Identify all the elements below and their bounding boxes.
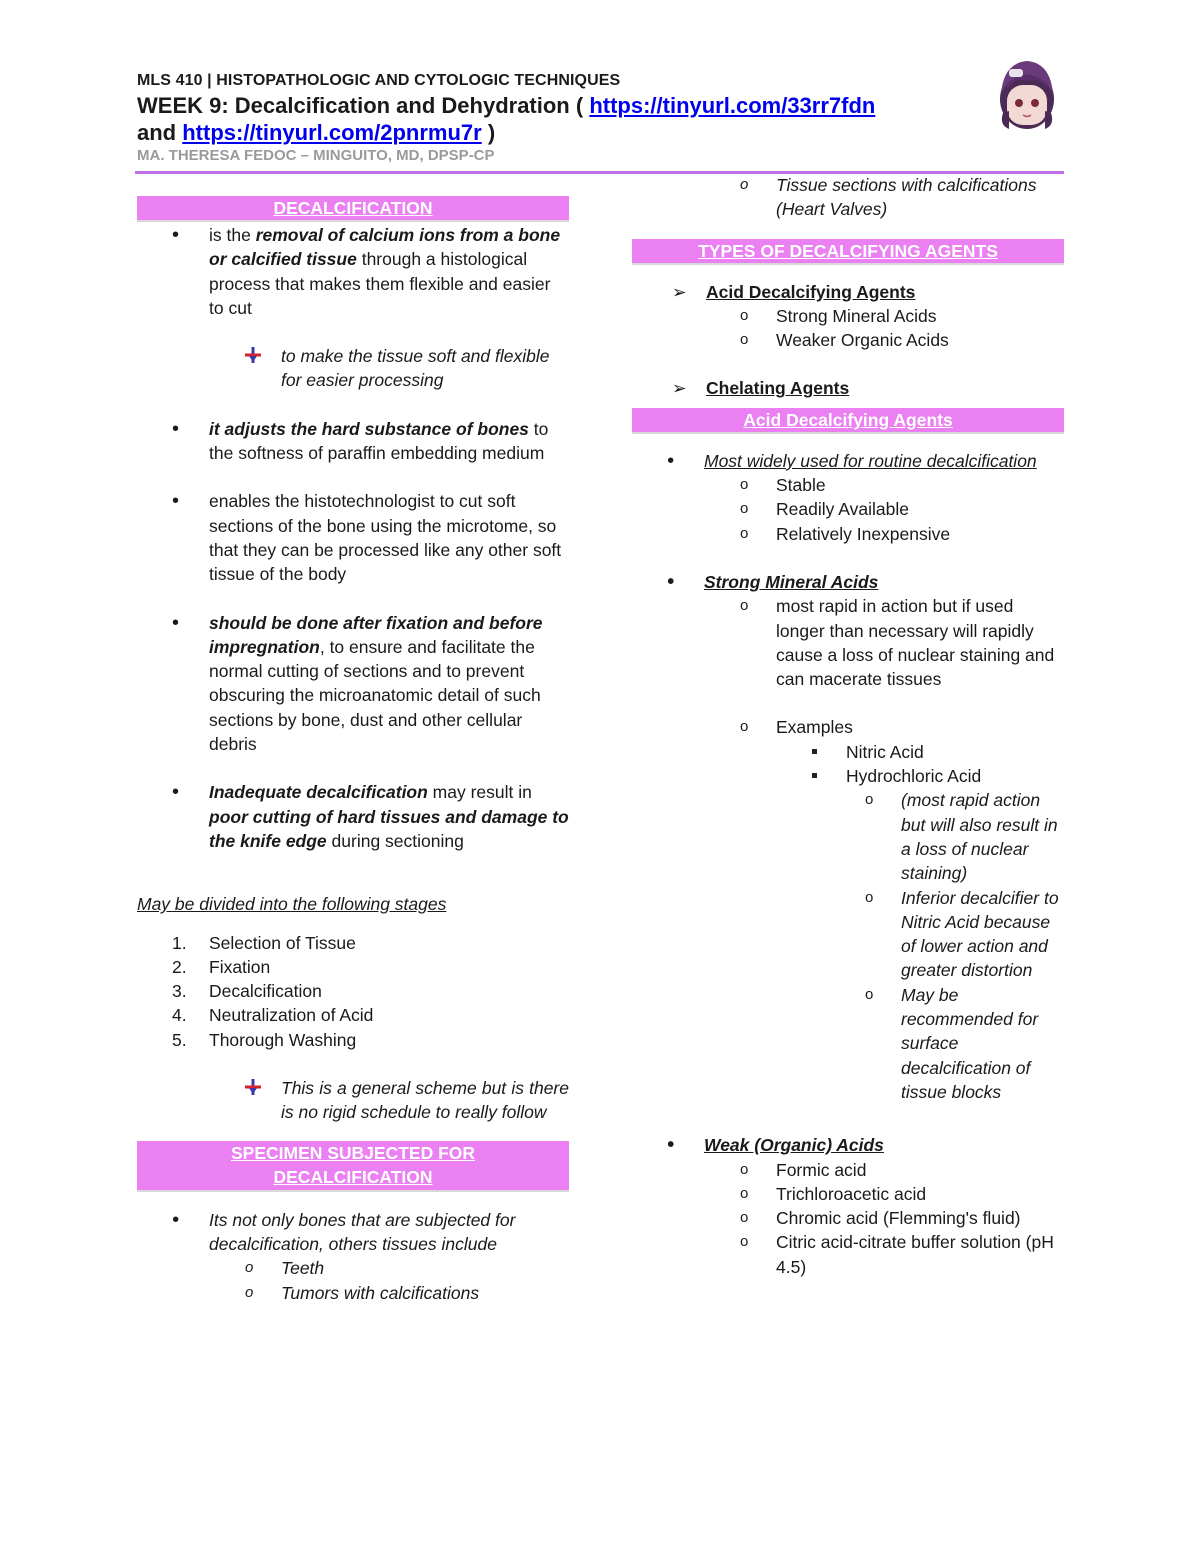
list-item: 5. Thorough Washing bbox=[172, 1029, 357, 1050]
title-and: and bbox=[137, 120, 183, 145]
stages-heading: May be divided into the following stages bbox=[137, 894, 447, 915]
list-subitem: o Formic acid bbox=[740, 1159, 867, 1180]
list-item: • is the removal of calcium ions from a bone or calcified tissue through a histological process that makes them flexible and easier to cut bbox=[137, 223, 569, 320]
link-2[interactable]: https://tinyurl.com/2pnrmu7r bbox=[182, 120, 482, 145]
link-1[interactable]: https://tinyurl.com/33rr7fdn bbox=[589, 93, 876, 118]
list-item: • it adjusts the hard substance of bones to the softness of paraffin embedding medium bbox=[137, 417, 569, 466]
list-item: 1. Selection of Tissue bbox=[172, 932, 356, 953]
section-specimen: SPECIMEN SUBJECTED FOR DECALCIFICATION bbox=[137, 1141, 569, 1192]
list-subitem: o Tumors with calcifications bbox=[245, 1282, 480, 1303]
note-item: This is a general scheme but is there is no rigid schedule to really follow bbox=[137, 1076, 569, 1125]
list-subitem: o most rapid in action but if used longer than necessary will rapidly cause a loss of nuclear staining and can macerate tissues bbox=[740, 596, 1055, 690]
list-item: • should be done after fixation and before impregnation, to ensure and facilitate the normal cutting of sections and to prevent obscuring the microanatomic detail of such sections by bone, dust and other cellular debris bbox=[137, 611, 569, 757]
arrow-down-star-icon bbox=[245, 1079, 261, 1095]
list-item: 4. Neutralization of Acid bbox=[172, 1005, 374, 1026]
list-subitem: o Relatively Inexpensive bbox=[740, 523, 951, 544]
title-close: ) bbox=[481, 120, 496, 145]
arrow-down-star-icon bbox=[245, 347, 261, 363]
title-prefix: WEEK 9: Decalcification and Dehydration ( bbox=[137, 93, 590, 118]
list-item: • Its not only bones that are subjected for decalcification, others tissues include bbox=[137, 1208, 569, 1257]
list-note: o (most rapid action but will also result in a loss of nuclear staining) bbox=[865, 790, 1058, 884]
section-decalcification: DECALCIFICATION bbox=[137, 196, 569, 222]
list-note: o May be recommended for surface decalcification of tissue blocks bbox=[865, 984, 1039, 1102]
list-item: ➢ Acid Decalcifying Agents bbox=[672, 281, 916, 302]
left-column bbox=[137, 196, 569, 1305]
list-item: • enables the histotechnologist to cut soft sections of the bone using the microtome, so that they can be processed like any other soft tissue of the body bbox=[137, 489, 569, 586]
list-item: 2. Fixation bbox=[172, 956, 271, 977]
avatar-icon bbox=[995, 55, 1059, 131]
list-subitem: o Stable bbox=[740, 475, 826, 496]
list-subitem: o Teeth bbox=[245, 1258, 325, 1279]
list-subsubitem: Hydrochloric Acid bbox=[632, 764, 1064, 788]
list-subitem: o Citric acid-citrate buffer solution (pH 4.5) bbox=[740, 1232, 1054, 1277]
list-item: • Weak (Organic) Acids bbox=[632, 1133, 1064, 1157]
right-column bbox=[632, 173, 1064, 1279]
section-acid-agents: Acid Decalcifying Agents bbox=[632, 408, 1064, 434]
stages-list bbox=[137, 931, 569, 1052]
list-subitem: o Chromic acid (Flemming's fluid) bbox=[740, 1208, 1021, 1229]
note-item: to make the tissue soft and flexible for easier processing bbox=[137, 344, 569, 393]
list-item: • Most widely used for routine decalcification bbox=[632, 449, 1064, 473]
list-subitem: o Weaker Organic Acids bbox=[740, 330, 949, 351]
list-subitem: o Strong Mineral Acids bbox=[740, 305, 937, 326]
page-title bbox=[137, 92, 997, 146]
list-subitem: o Readily Available bbox=[740, 499, 909, 520]
list-subsubitem: Nitric Acid bbox=[632, 740, 1064, 764]
list-item: 3. Decalcification bbox=[172, 981, 322, 1002]
document-header bbox=[137, 70, 997, 166]
list-subitem: o Examples bbox=[740, 717, 853, 738]
list-subitem: o Tissue sections with calcifications (Heart Valves) bbox=[740, 175, 1037, 220]
list-item: • Strong Mineral Acids bbox=[632, 570, 1064, 594]
list-item: ➢ Chelating Agents bbox=[672, 378, 850, 399]
course-title: MLS 410 | HISTOPATHOLOGIC AND CYTOLOGIC TECHNIQUES bbox=[137, 72, 621, 89]
author: MA. THERESA FEDOC – MINGUITO, MD, DPSP-CP bbox=[137, 147, 495, 164]
list-item: • Inadequate decalcification may result in poor cutting of hard tissues and damage to the knife edge during sectioning bbox=[137, 780, 569, 853]
list-note: o Inferior decalcifier to Nitric Acid because of lower action and greater distortion bbox=[865, 887, 1059, 981]
list-subitem: o Trichloroacetic acid bbox=[740, 1183, 927, 1204]
section-types: TYPES OF DECALCIFYING AGENTS bbox=[632, 239, 1064, 265]
